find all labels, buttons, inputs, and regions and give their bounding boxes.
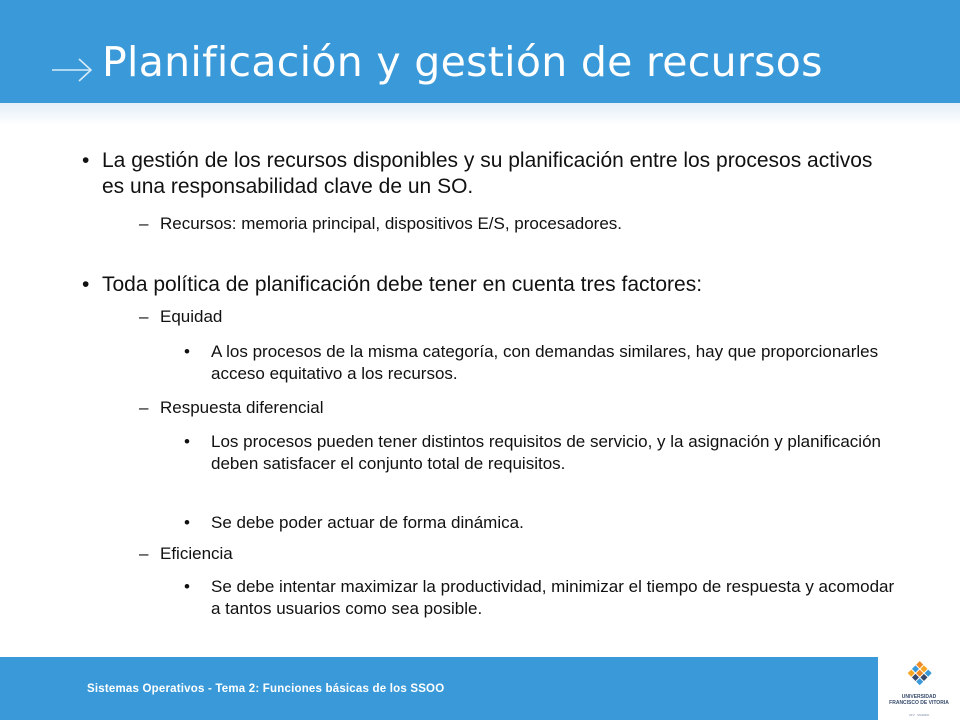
dash-marker: – <box>139 214 149 233</box>
sub-bullet-text: Respuesta diferencial <box>160 398 324 417</box>
detail-text: Los procesos pueden tener distintos requisitos de servicio, y la asignación y planificación deben satisfacer el conjunto total de requisitos. <box>211 432 881 473</box>
arrow-right-icon <box>50 56 94 84</box>
detail-item <box>184 576 906 620</box>
bullet-marker: • <box>184 342 190 361</box>
bullet-marker: • <box>184 432 190 451</box>
bullet-item <box>82 148 892 200</box>
sub-bullet-item <box>139 212 890 235</box>
sub-bullet-item <box>139 542 890 565</box>
detail-item <box>184 431 881 475</box>
detail-text: A los procesos de la misma categoría, con demandas similares, hay que proporcionarles acceso equitativo a los recursos. <box>211 342 879 383</box>
dash-marker: – <box>139 544 149 563</box>
logo-name-line1: UNIVERSIDAD <box>901 694 937 700</box>
bullet-marker: • <box>82 149 90 172</box>
sub-bullet-item <box>139 305 890 328</box>
university-logo <box>878 657 960 720</box>
bullet-text: La gestión de los recursos disponibles y su planificación entre los procesos activos es una responsabilidad clave de un SO. <box>102 149 873 198</box>
dash-marker: – <box>139 398 149 417</box>
header-fade <box>0 103 960 125</box>
bullet-marker: • <box>184 577 190 596</box>
dash-marker: – <box>139 307 149 326</box>
bullet-text: Toda política de planificación debe tener en cuenta tres factores: <box>102 273 703 296</box>
slide-title: Planificación y gestión de recursos <box>102 38 823 86</box>
logo-name-line2: FRANCISCO DE VITORIA <box>889 699 949 706</box>
logo-name <box>878 695 960 706</box>
detail-text: Se debe poder actuar de forma dinámica. <box>211 513 524 532</box>
sub-bullet-text: Eficiencia <box>160 544 233 563</box>
bullet-item <box>82 272 892 298</box>
slide-footer <box>0 657 878 720</box>
sub-bullet-item <box>139 396 890 419</box>
detail-item <box>184 341 901 385</box>
ufv-logo-icon <box>901 659 937 693</box>
sub-bullet-text: Recursos: memoria principal, dispositivos E/S, procesadores. <box>160 214 623 233</box>
detail-text: Se debe intentar maximizar la productividad, minimizar el tiempo de respuesta y acomodar a tantos usuarios como sea posible. <box>211 577 895 618</box>
logo-tagline: UFV · MADRID <box>908 713 930 717</box>
detail-item <box>184 512 881 534</box>
bullet-marker: • <box>82 273 90 296</box>
sub-bullet-text: Equidad <box>160 307 223 326</box>
footer-text: Sistemas Operativos - Tema 2: Funciones básicas de los SSOO <box>87 683 445 695</box>
bullet-marker: • <box>184 513 190 532</box>
